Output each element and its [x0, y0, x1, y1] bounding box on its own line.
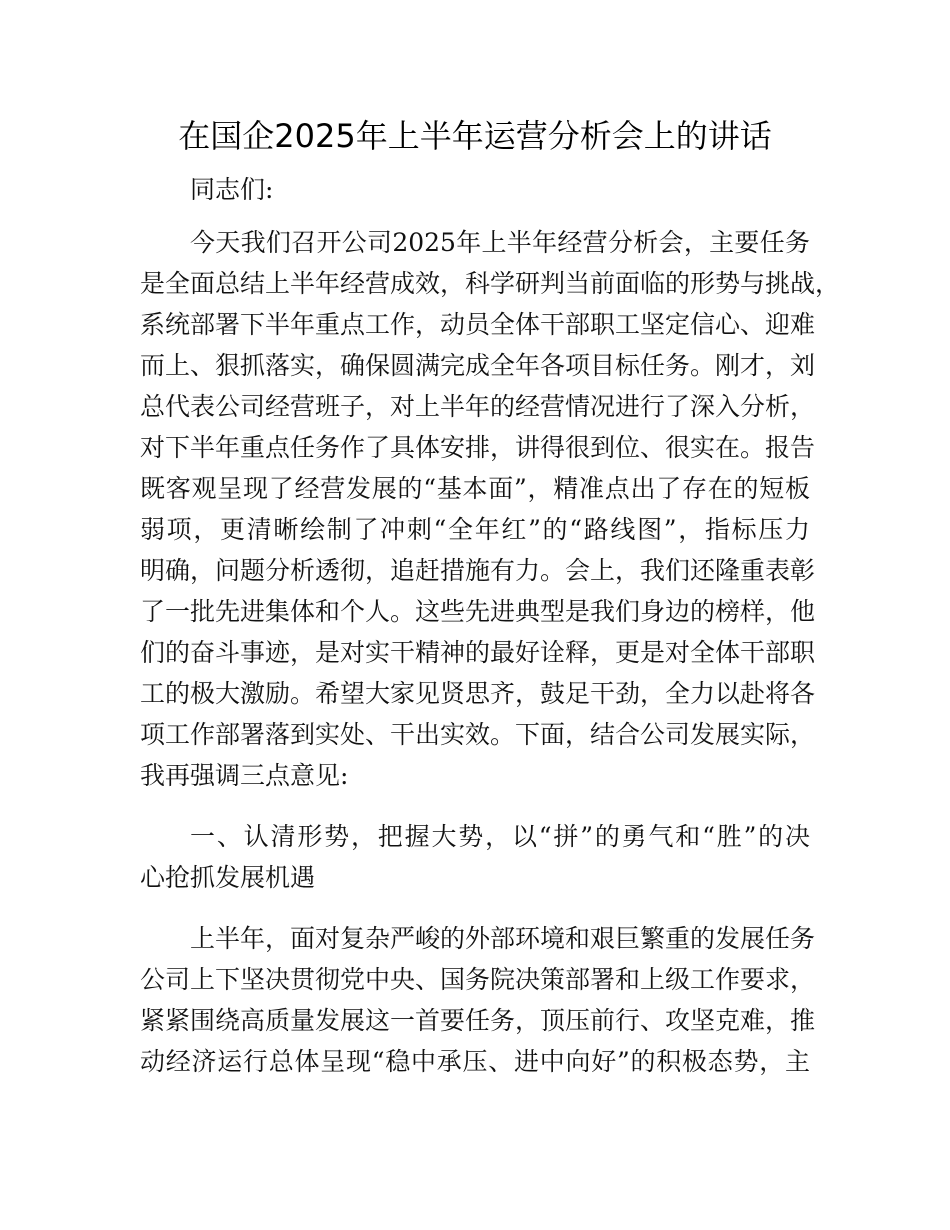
paragraph-line: 项工作部署落到实处、干出实效。下面，结合公司发展实际， [140, 720, 816, 749]
paragraph-line: 对下半年重点任务作了具体安排，讲得很到位、很实在。报告 [140, 433, 816, 462]
paragraph-line: 了一批先进集体和个人。这些先进典型是我们身边的榜样，他 [140, 597, 816, 626]
paragraph-line: 我再强调三点意见: [140, 761, 349, 790]
paragraph-line: 今天我们召开公司2025年上半年经营分析会，主要任务 [190, 228, 810, 257]
section-heading-line: 心抢抓发展机遇 [140, 863, 316, 892]
paragraph-line: 们的奋斗事迹，是对实干精神的最好诠释，更是对全体干部职 [140, 638, 816, 667]
paragraph-line: 弱项，更清晰绘制了冲刺“全年红”的“路线图”，指标压力 [140, 515, 810, 544]
paragraph-line: 是全面总结上半年经营成效，科学研判当前面临的形势与挑战， [140, 269, 841, 298]
document-title: 在国企2025年上半年运营分析会上的讲话 [178, 117, 772, 155]
section-heading-line: 一、认清形势，把握大势，以“拼”的勇气和“胜”的决 [190, 822, 810, 851]
paragraph-line: 动经济运行总体呈现“稳中承压、进中向好”的积极态势，主 [140, 1047, 810, 1076]
paragraph-line: 总代表公司经营班子，对上半年的经营情况进行了深入分析， [140, 392, 816, 421]
paragraph-line: 上半年，面对复杂严峻的外部环境和艰巨繁重的发展任务 [190, 924, 816, 953]
paragraph-line: 紧紧围绕高质量发展这一首要任务，顶压前行、攻坚克难，推 [140, 1006, 816, 1035]
paragraph-line: 系统部署下半年重点工作，动员全体干部职工坚定信心、迎难 [140, 310, 816, 339]
salutation-line: 同志们: [190, 175, 274, 204]
paragraph-line: 明确，问题分析透彻，追赶措施有力。会上，我们还隆重表彰 [140, 556, 816, 585]
paragraph-line: 而上、狠抓落实，确保圆满完成全年各项目标任务。刚才，刘 [140, 351, 816, 380]
paragraph-line: 公司上下坚决贯彻党中央、国务院决策部署和上级工作要求， [140, 965, 816, 994]
paragraph-line: 工的极大激励。希望大家见贤思齐，鼓足干劲，全力以赴将各 [140, 679, 816, 708]
paragraph-line: 既客观呈现了经营发展的“基本面”，精准点出了存在的短板 [140, 474, 810, 503]
